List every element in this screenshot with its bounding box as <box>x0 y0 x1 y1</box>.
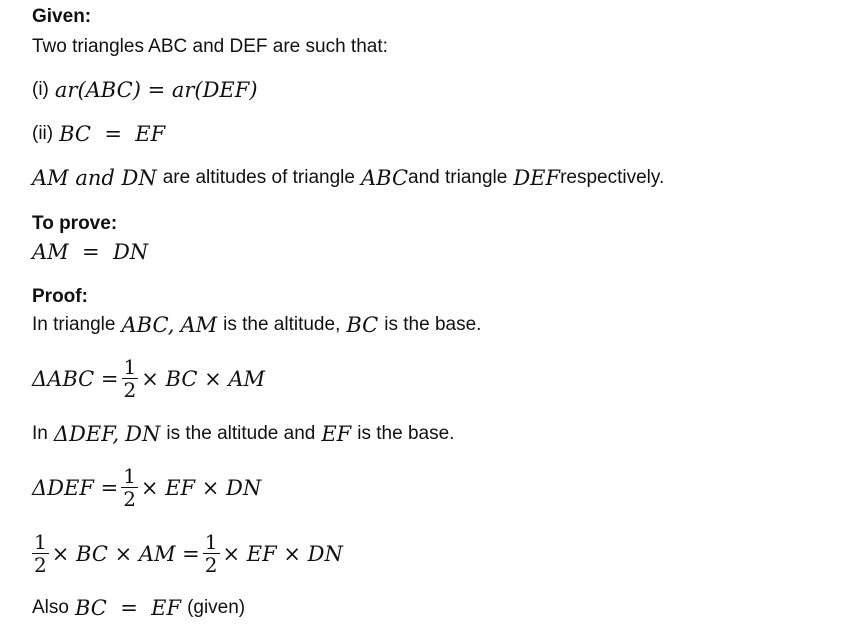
fraction-numerator: 1 <box>123 464 136 488</box>
condition-2-label: (ii) <box>32 123 54 144</box>
equation-3 <box>32 531 343 576</box>
altitudes-math-def: DEF <box>513 166 561 190</box>
proof-l3-text-2: (given) <box>187 597 246 618</box>
proof-l1-math-1: ABC, <box>121 313 175 337</box>
fraction-denominator: 2 <box>123 487 136 511</box>
eq1-fraction <box>122 356 139 401</box>
to-prove-math-line <box>32 240 148 264</box>
proof-l2-text-1: In <box>32 423 48 444</box>
proof-l1-math-3: BC <box>346 313 379 337</box>
eq3-right: × EF × DN <box>222 541 343 566</box>
altitudes-math: AM and DN <box>32 166 157 190</box>
proof-l1-math-2: AM <box>180 313 218 337</box>
equation-1 <box>32 356 265 401</box>
proof-line-3 <box>32 596 245 620</box>
proof-l1-text-3: is the base. <box>384 314 482 335</box>
proof-heading: Proof: <box>32 286 88 307</box>
eq3-fraction-2 <box>203 531 220 576</box>
condition-1 <box>32 78 258 102</box>
eq1-left: ΔABC = <box>32 366 119 391</box>
altitudes-text-1: are altitudes of triangle <box>162 167 355 188</box>
condition-1-math: ar(ABC) = ar(DEF) <box>54 78 258 102</box>
fraction-denominator: 2 <box>34 553 47 577</box>
equation-2 <box>32 465 261 510</box>
proof-l2-math-2: DN <box>125 422 161 446</box>
proof-l2-text-3: is the base. <box>357 423 455 444</box>
given-intro: Two triangles ABC and DEF are such that: <box>32 36 388 57</box>
fraction-denominator: 2 <box>123 378 137 402</box>
proof-l3-math-1: BC = EF <box>74 596 182 620</box>
eq2-fraction <box>121 465 138 510</box>
eq3-middle: × BC × AM = <box>51 541 200 566</box>
to-prove-math: AM = DN <box>32 240 149 264</box>
solution-content <box>32 0 831 635</box>
proof-l2-text-2: is the altitude and <box>166 423 316 444</box>
fraction-numerator: 1 <box>204 530 218 554</box>
proof-line-1 <box>32 313 481 337</box>
eq2-left: ΔDEF = <box>32 475 119 500</box>
eq2-right: × EF × DN <box>140 475 262 500</box>
proof-l1-text-1: In triangle <box>32 314 116 335</box>
altitudes-statement <box>32 166 664 190</box>
given-heading: Given: <box>32 6 92 27</box>
condition-2 <box>32 122 165 146</box>
proof-l1-text-2: is the altitude, <box>223 314 341 335</box>
condition-2-math: BC = EF <box>59 122 166 146</box>
proof-l3-text-1: Also <box>32 597 69 618</box>
altitudes-text-2: and triangle <box>408 167 508 188</box>
proof-l2-math-3: EF <box>321 422 352 446</box>
to-prove-heading: To prove: <box>32 213 118 234</box>
condition-1-label: (i) <box>32 79 49 100</box>
fraction-numerator: 1 <box>34 530 47 554</box>
fraction-denominator: 2 <box>204 553 218 577</box>
proof-l2-math-1: ΔDEF, <box>53 422 120 446</box>
altitudes-math-abc: ABC <box>360 166 409 190</box>
proof-line-2 <box>32 422 454 446</box>
altitudes-text-3: respectively. <box>560 167 665 188</box>
fraction-numerator: 1 <box>123 355 137 379</box>
eq1-right: × BC × AM <box>141 366 266 391</box>
eq3-fraction-1 <box>32 531 49 576</box>
